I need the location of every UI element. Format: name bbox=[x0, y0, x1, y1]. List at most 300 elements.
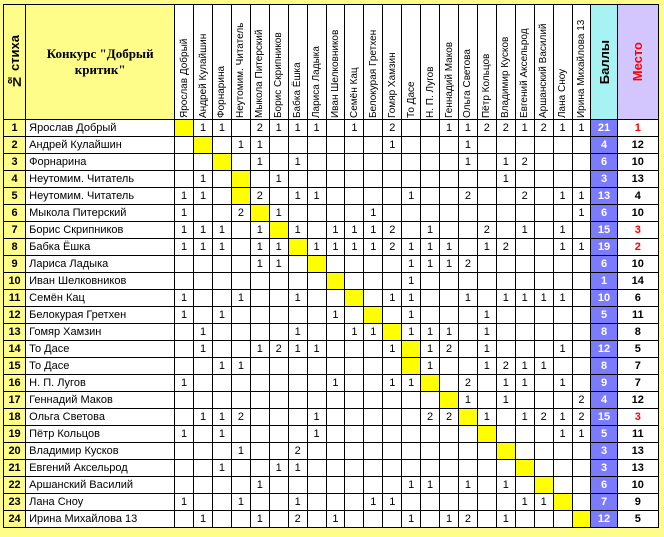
candidate-header bbox=[269, 5, 288, 120]
score-cell bbox=[553, 307, 572, 324]
score-cell bbox=[477, 392, 496, 409]
score-cell bbox=[440, 273, 459, 290]
score-cell bbox=[345, 154, 364, 171]
score-cell bbox=[364, 290, 383, 307]
score-cell bbox=[213, 171, 232, 188]
score-cell: 2 bbox=[496, 358, 515, 375]
score-cell: 2 bbox=[534, 409, 553, 426]
candidate-name: Евгений Аксельрод bbox=[519, 28, 531, 118]
score-cell bbox=[326, 171, 345, 188]
score-cell: 1 bbox=[572, 426, 591, 443]
score-cell bbox=[402, 494, 421, 511]
score-cell: 1 bbox=[326, 375, 345, 392]
score-cell bbox=[307, 443, 326, 460]
candidate-header bbox=[175, 5, 194, 120]
score-cell bbox=[269, 137, 288, 154]
score-cell bbox=[572, 222, 591, 239]
score-cell: 1 bbox=[534, 358, 553, 375]
score-cell: 1 bbox=[307, 341, 326, 358]
score-cell bbox=[440, 154, 459, 171]
score-cell bbox=[326, 426, 345, 443]
score-cell: 1 bbox=[477, 358, 496, 375]
candidate-name: Ярослав Добрый bbox=[178, 38, 190, 118]
table-row bbox=[4, 477, 659, 494]
score-cell: 1 bbox=[175, 222, 194, 239]
score-cell: 1 bbox=[402, 188, 421, 205]
score-cell: 1 bbox=[421, 341, 440, 358]
score-cell bbox=[250, 324, 269, 341]
score-cell: 1 bbox=[288, 460, 307, 477]
score-cell bbox=[250, 460, 269, 477]
score-cell bbox=[288, 375, 307, 392]
score-cell bbox=[250, 273, 269, 290]
poem-number: 9 bbox=[4, 256, 26, 273]
poem-number: 4 bbox=[4, 171, 26, 188]
candidate-name: Геннадий Маков bbox=[443, 41, 455, 118]
score-cell bbox=[364, 341, 383, 358]
score-cell bbox=[553, 205, 572, 222]
author-name: Неутомим. Читатель bbox=[26, 188, 175, 205]
table-row bbox=[4, 205, 659, 222]
score-cell: 1 bbox=[534, 494, 553, 511]
score-cell bbox=[213, 137, 232, 154]
score-cell: 1 bbox=[364, 324, 383, 341]
score-cell bbox=[231, 222, 250, 239]
score-cell: 1 bbox=[383, 290, 402, 307]
score-cell: 1 bbox=[213, 358, 232, 375]
score-cell: 1 bbox=[515, 290, 534, 307]
score-cell bbox=[477, 477, 496, 494]
candidate-name: Гомяр Хамзин bbox=[386, 52, 398, 118]
score-cell bbox=[421, 273, 440, 290]
place-cell: 3 bbox=[617, 409, 658, 426]
score-cell bbox=[440, 460, 459, 477]
score-cell bbox=[458, 426, 477, 443]
candidate-header bbox=[288, 5, 307, 120]
score-cell: 2 bbox=[231, 205, 250, 222]
score-cell bbox=[326, 137, 345, 154]
score-cell bbox=[175, 358, 194, 375]
score-cell: 1 bbox=[175, 375, 194, 392]
score-cell bbox=[572, 375, 591, 392]
score-cell bbox=[572, 358, 591, 375]
contest-title: Конкурс "Добрый критик" bbox=[26, 5, 175, 120]
score-cell bbox=[364, 358, 383, 375]
table-row bbox=[4, 460, 659, 477]
candidate-name: Пётр Кольцов bbox=[481, 53, 493, 118]
score-cell bbox=[326, 256, 345, 273]
poem-number: 12 bbox=[4, 307, 26, 324]
author-name: Ирина Михайлова 13 bbox=[26, 511, 175, 528]
score-cell: 2 bbox=[269, 341, 288, 358]
score-cell bbox=[231, 375, 250, 392]
score-cell: 1 bbox=[440, 511, 459, 528]
score-cell bbox=[402, 443, 421, 460]
score-cell: 2 bbox=[572, 409, 591, 426]
score-cell: 1 bbox=[213, 426, 232, 443]
score-cell bbox=[572, 460, 591, 477]
author-name: То Дасе bbox=[26, 358, 175, 375]
score-cell bbox=[307, 205, 326, 222]
score-cell bbox=[194, 256, 213, 273]
poem-number-header: № стиха bbox=[4, 5, 26, 120]
score-cell bbox=[458, 205, 477, 222]
place-cell: 5 bbox=[617, 341, 658, 358]
score-cell bbox=[175, 460, 194, 477]
place-cell: 11 bbox=[617, 307, 658, 324]
score-cell bbox=[477, 205, 496, 222]
score-cell: 1 bbox=[194, 222, 213, 239]
table-row bbox=[4, 222, 659, 239]
score-cell: 1 bbox=[515, 358, 534, 375]
score-cell: 1 bbox=[269, 256, 288, 273]
score-cell bbox=[496, 205, 515, 222]
candidate-name: Иван Шелковников bbox=[329, 29, 341, 118]
self-cell bbox=[421, 375, 440, 392]
score-cell: 1 bbox=[175, 239, 194, 256]
score-cell bbox=[383, 460, 402, 477]
score-cell: 1 bbox=[402, 273, 421, 290]
score-cell bbox=[572, 171, 591, 188]
author-name: То Дасе bbox=[26, 341, 175, 358]
score-cell: 2 bbox=[421, 409, 440, 426]
score-cell bbox=[307, 460, 326, 477]
self-cell bbox=[572, 511, 591, 528]
score-cell bbox=[534, 171, 553, 188]
score-cell bbox=[345, 273, 364, 290]
author-name: Аршанский Василий bbox=[26, 477, 175, 494]
score-cell bbox=[269, 426, 288, 443]
score-cell bbox=[440, 171, 459, 188]
self-cell bbox=[553, 494, 572, 511]
score-cell bbox=[440, 443, 459, 460]
score-cell: 1 bbox=[496, 511, 515, 528]
candidate-header bbox=[534, 5, 553, 120]
points-cell: 8 bbox=[591, 358, 617, 375]
score-cell: 1 bbox=[288, 324, 307, 341]
score-cell bbox=[307, 154, 326, 171]
score-cell bbox=[269, 290, 288, 307]
score-cell bbox=[458, 494, 477, 511]
score-cell bbox=[175, 324, 194, 341]
score-cell: 1 bbox=[250, 256, 269, 273]
score-cell: 1 bbox=[458, 137, 477, 154]
scores-table bbox=[3, 4, 659, 528]
place-cell: 10 bbox=[617, 477, 658, 494]
score-cell bbox=[458, 273, 477, 290]
self-cell bbox=[307, 256, 326, 273]
score-cell bbox=[326, 205, 345, 222]
score-cell bbox=[553, 154, 572, 171]
score-cell bbox=[572, 324, 591, 341]
score-cell: 1 bbox=[213, 409, 232, 426]
score-cell bbox=[175, 392, 194, 409]
score-cell: 1 bbox=[534, 290, 553, 307]
score-cell bbox=[421, 426, 440, 443]
score-cell: 1 bbox=[383, 375, 402, 392]
score-cell: 1 bbox=[515, 494, 534, 511]
points-cell: 15 bbox=[591, 409, 617, 426]
score-cell bbox=[175, 341, 194, 358]
poem-number: 22 bbox=[4, 477, 26, 494]
points-cell: 1 bbox=[591, 273, 617, 290]
table-row bbox=[4, 307, 659, 324]
score-cell bbox=[288, 358, 307, 375]
score-cell bbox=[269, 409, 288, 426]
candidate-header bbox=[440, 5, 459, 120]
score-cell: 1 bbox=[307, 426, 326, 443]
score-cell bbox=[194, 494, 213, 511]
score-cell: 1 bbox=[421, 256, 440, 273]
score-cell bbox=[213, 324, 232, 341]
self-cell bbox=[402, 341, 421, 358]
candidate-header bbox=[458, 5, 477, 120]
score-cell: 1 bbox=[383, 494, 402, 511]
score-cell bbox=[345, 188, 364, 205]
score-cell bbox=[496, 256, 515, 273]
score-cell bbox=[345, 358, 364, 375]
points-cell: 13 bbox=[591, 188, 617, 205]
score-cell: 1 bbox=[288, 120, 307, 137]
score-cell bbox=[477, 460, 496, 477]
poem-number: 23 bbox=[4, 494, 26, 511]
table-row bbox=[4, 273, 659, 290]
table-row bbox=[4, 375, 659, 392]
self-cell bbox=[383, 324, 402, 341]
score-cell bbox=[307, 494, 326, 511]
candidate-header bbox=[231, 5, 250, 120]
self-cell bbox=[458, 409, 477, 426]
score-cell bbox=[515, 511, 534, 528]
score-cell bbox=[572, 137, 591, 154]
score-cell: 1 bbox=[572, 239, 591, 256]
score-cell: 1 bbox=[326, 222, 345, 239]
score-cell: 1 bbox=[553, 239, 572, 256]
score-cell bbox=[345, 341, 364, 358]
score-cell bbox=[477, 171, 496, 188]
points-cell: 4 bbox=[591, 137, 617, 154]
score-cell bbox=[364, 460, 383, 477]
candidate-name: Н. П. Лугов bbox=[424, 66, 436, 118]
score-cell bbox=[364, 256, 383, 273]
score-cell bbox=[326, 477, 345, 494]
score-cell: 1 bbox=[458, 290, 477, 307]
score-cell: 2 bbox=[458, 188, 477, 205]
score-cell bbox=[194, 273, 213, 290]
score-cell bbox=[553, 392, 572, 409]
table-row bbox=[4, 358, 659, 375]
points-cell: 3 bbox=[591, 443, 617, 460]
author-name: Семён Кац bbox=[26, 290, 175, 307]
score-cell bbox=[345, 511, 364, 528]
score-cell bbox=[213, 290, 232, 307]
score-cell: 1 bbox=[440, 120, 459, 137]
score-cell bbox=[534, 392, 553, 409]
score-cell bbox=[402, 120, 421, 137]
score-cell bbox=[326, 392, 345, 409]
score-cell bbox=[231, 341, 250, 358]
score-cell bbox=[534, 460, 553, 477]
score-cell bbox=[231, 273, 250, 290]
self-cell bbox=[402, 358, 421, 375]
score-cell bbox=[458, 324, 477, 341]
score-cell bbox=[515, 426, 534, 443]
score-cell bbox=[175, 256, 194, 273]
score-cell bbox=[175, 511, 194, 528]
score-cell: 1 bbox=[515, 120, 534, 137]
score-cell bbox=[534, 188, 553, 205]
score-cell bbox=[175, 154, 194, 171]
score-cell bbox=[515, 443, 534, 460]
score-cell: 1 bbox=[288, 341, 307, 358]
score-cell: 1 bbox=[477, 341, 496, 358]
score-cell bbox=[269, 494, 288, 511]
points-cell: 5 bbox=[591, 426, 617, 443]
score-cell bbox=[383, 256, 402, 273]
score-cell bbox=[269, 324, 288, 341]
score-cell: 1 bbox=[269, 205, 288, 222]
score-cell: 1 bbox=[477, 324, 496, 341]
score-cell: 1 bbox=[269, 460, 288, 477]
scores-body bbox=[4, 120, 659, 528]
score-cell bbox=[345, 409, 364, 426]
score-cell bbox=[269, 307, 288, 324]
score-cell: 1 bbox=[515, 222, 534, 239]
candidate-header bbox=[515, 5, 534, 120]
candidate-header bbox=[383, 5, 402, 120]
self-cell bbox=[345, 290, 364, 307]
points-cell: 9 bbox=[591, 375, 617, 392]
score-cell: 1 bbox=[345, 120, 364, 137]
place-cell: 10 bbox=[617, 256, 658, 273]
score-cell bbox=[534, 511, 553, 528]
author-name: Владимир Кусков bbox=[26, 443, 175, 460]
score-cell bbox=[288, 256, 307, 273]
candidate-header bbox=[307, 5, 326, 120]
candidate-name: Аршанский Василий bbox=[538, 23, 550, 118]
score-cell bbox=[231, 460, 250, 477]
score-cell bbox=[477, 511, 496, 528]
score-cell bbox=[288, 137, 307, 154]
score-cell bbox=[250, 392, 269, 409]
points-cell: 12 bbox=[591, 511, 617, 528]
score-cell: 1 bbox=[572, 120, 591, 137]
table-row bbox=[4, 443, 659, 460]
score-cell bbox=[496, 273, 515, 290]
score-cell: 1 bbox=[269, 120, 288, 137]
score-cell bbox=[572, 443, 591, 460]
score-cell: 2 bbox=[440, 409, 459, 426]
score-cell bbox=[534, 324, 553, 341]
score-cell bbox=[307, 171, 326, 188]
score-cell bbox=[496, 426, 515, 443]
score-cell bbox=[402, 154, 421, 171]
score-cell bbox=[269, 511, 288, 528]
points-cell: 6 bbox=[591, 154, 617, 171]
score-cell: 1 bbox=[440, 256, 459, 273]
score-cell bbox=[364, 392, 383, 409]
score-cell: 1 bbox=[402, 256, 421, 273]
score-cell bbox=[364, 154, 383, 171]
score-cell bbox=[421, 392, 440, 409]
score-cell bbox=[345, 426, 364, 443]
place-cell: 13 bbox=[617, 443, 658, 460]
score-cell bbox=[250, 290, 269, 307]
score-cell bbox=[326, 443, 345, 460]
place-cell: 12 bbox=[617, 137, 658, 154]
poem-number: 14 bbox=[4, 341, 26, 358]
score-cell bbox=[477, 137, 496, 154]
score-cell bbox=[572, 290, 591, 307]
score-cell bbox=[553, 511, 572, 528]
score-cell: 1 bbox=[307, 188, 326, 205]
score-cell: 1 bbox=[175, 494, 194, 511]
score-cell: 1 bbox=[250, 137, 269, 154]
candidate-name: Владимир Кусков bbox=[500, 36, 512, 118]
score-cell: 1 bbox=[364, 222, 383, 239]
score-cell bbox=[440, 137, 459, 154]
score-cell bbox=[307, 137, 326, 154]
score-cell bbox=[515, 392, 534, 409]
candidate-header bbox=[477, 5, 496, 120]
table-row bbox=[4, 171, 659, 188]
score-cell bbox=[383, 307, 402, 324]
score-cell: 1 bbox=[194, 171, 213, 188]
self-cell bbox=[213, 154, 232, 171]
score-cell: 1 bbox=[458, 477, 477, 494]
score-cell bbox=[515, 341, 534, 358]
table-row bbox=[4, 137, 659, 154]
points-cell: 12 bbox=[591, 341, 617, 358]
score-cell: 1 bbox=[269, 171, 288, 188]
score-cell bbox=[194, 443, 213, 460]
table-row bbox=[4, 120, 659, 137]
poem-number: 13 bbox=[4, 324, 26, 341]
score-cell bbox=[534, 341, 553, 358]
score-cell bbox=[383, 358, 402, 375]
self-cell bbox=[364, 307, 383, 324]
score-cell bbox=[553, 477, 572, 494]
score-cell bbox=[345, 137, 364, 154]
score-cell bbox=[477, 256, 496, 273]
score-cell bbox=[402, 222, 421, 239]
poem-number: 19 bbox=[4, 426, 26, 443]
score-cell bbox=[572, 256, 591, 273]
score-cell bbox=[572, 273, 591, 290]
candidate-name: Ольга Светова bbox=[462, 49, 474, 118]
points-cell: 3 bbox=[591, 460, 617, 477]
author-name: Мыкола Питерский bbox=[26, 205, 175, 222]
score-cell: 2 bbox=[231, 409, 250, 426]
score-cell bbox=[383, 205, 402, 222]
score-cell bbox=[364, 120, 383, 137]
author-name: Неутомим. Читатель bbox=[26, 171, 175, 188]
table-row bbox=[4, 188, 659, 205]
score-cell bbox=[231, 511, 250, 528]
score-cell bbox=[231, 239, 250, 256]
score-cell: 1 bbox=[326, 307, 345, 324]
score-cell bbox=[515, 239, 534, 256]
self-cell bbox=[496, 443, 515, 460]
score-cell bbox=[194, 392, 213, 409]
score-cell bbox=[440, 188, 459, 205]
score-cell bbox=[345, 392, 364, 409]
score-cell bbox=[383, 511, 402, 528]
score-cell bbox=[288, 409, 307, 426]
table-row bbox=[4, 154, 659, 171]
score-cell bbox=[213, 477, 232, 494]
score-cell bbox=[288, 426, 307, 443]
